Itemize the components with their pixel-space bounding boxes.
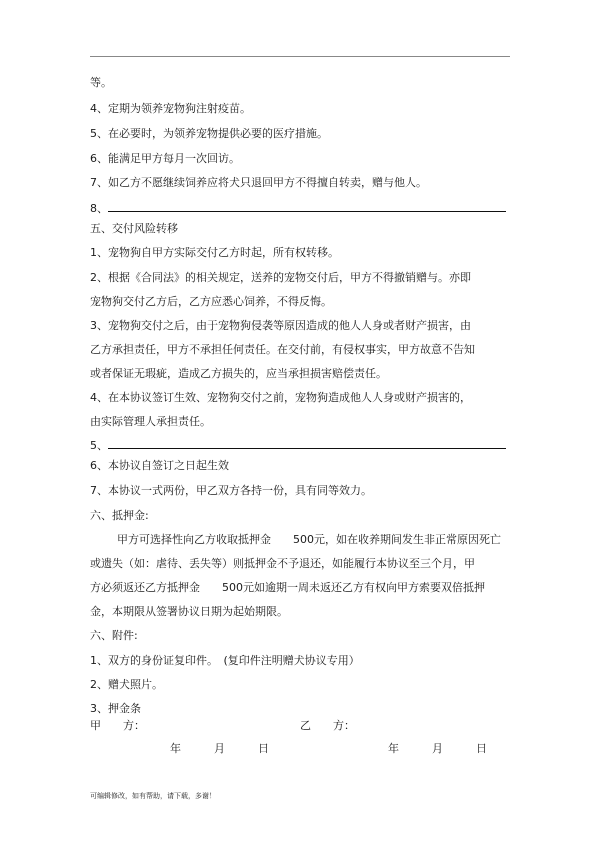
text-line: 2、赠犬照片。	[90, 678, 163, 691]
blank-underline	[108, 437, 506, 449]
text-line: 7、本协议一式两份，甲乙双方各持一份，具有同等效力。	[90, 484, 372, 497]
text-line: 4、在本协议签订生效、宠物狗交付之前，宠物狗造成他人人身或财产损害的，	[90, 391, 471, 404]
text-line: 甲方可选择性向乙方收取抵押金 500元，如在收养期间发生非正常原因死亡	[117, 533, 501, 546]
text-line: 由实际管理人承担责任。	[90, 415, 211, 428]
party-a-year: 年	[170, 742, 181, 755]
text-line: 1、宠物狗自甲方实际交付乙方时起，所有权转移。	[90, 246, 339, 259]
text-line: 3、押金条	[90, 702, 141, 715]
section-heading: 六、附件:	[90, 629, 138, 642]
text-line: 金，本期限从签署协议日期为起始期限。	[90, 605, 288, 618]
clause-number: 8、	[90, 202, 108, 215]
text-line: 宠物狗交付乙方后，乙方应悉心饲养，不得反悔。	[90, 295, 332, 308]
party-b-year: 年	[388, 742, 399, 755]
text-line: 乙方承担责任，甲方不承担任何责任。在交付前，有侵权事实，甲方故意不告知	[90, 343, 475, 356]
text-line: 2、根据《合同法》的相关规定，送养的宠物交付后，甲方不得撤销赠与。亦即	[90, 271, 471, 284]
blank-underline	[108, 200, 506, 212]
party-b-label: 乙 方：	[300, 719, 355, 732]
text-line: 或遗失（如：虐待、丢失等）则抵押金不予退还，如能履行本协议至三个月，甲	[90, 557, 475, 570]
clause-number: 5、	[90, 439, 108, 452]
party-a-day: 日	[258, 742, 269, 755]
footer-note: 可编辑修改，如有帮助，请下载，多谢！	[90, 792, 216, 800]
blank-clause-5	[90, 437, 506, 453]
blank-clause-8	[90, 200, 506, 216]
text-line: 5、在必要时，为领养宠物提供必要的医疗措施。	[90, 127, 328, 140]
text-line: 4、定期为领养宠物狗注射疫苗。	[90, 102, 251, 115]
text-line: 1、双方的身份证复印件。 (复印件注明赠犬协议专用）	[90, 654, 360, 667]
header-rule	[90, 56, 510, 57]
text-line: 6、能满足甲方每月一次回访。	[90, 152, 240, 165]
text-line: 等。	[90, 76, 112, 89]
text-line: 6、本协议自签订之日起生效	[90, 459, 229, 472]
party-a-label: 甲 方：	[90, 719, 145, 732]
party-a-month: 月	[214, 742, 225, 755]
text-line: 7、如乙方不愿继续饲养应将犬只退回甲方不得擅自转卖，赠与他人。	[90, 176, 427, 189]
section-heading: 五、交付风险转移	[90, 222, 178, 235]
party-b-day: 日	[476, 742, 487, 755]
section-heading: 六、抵押金:	[90, 509, 149, 522]
text-line: 或者保证无瑕疵，造成乙方损失的，应当承担损害赔偿责任。	[90, 367, 387, 380]
text-line: 3、宠物狗交付之后，由于宠物狗侵袭等原因造成的他人人身或者财产损害，由	[90, 319, 471, 332]
party-b-month: 月	[432, 742, 443, 755]
text-line: 方必须返还乙方抵押金 500元如逾期一周未返还乙方有权向甲方索要双倍抵押	[90, 581, 485, 594]
